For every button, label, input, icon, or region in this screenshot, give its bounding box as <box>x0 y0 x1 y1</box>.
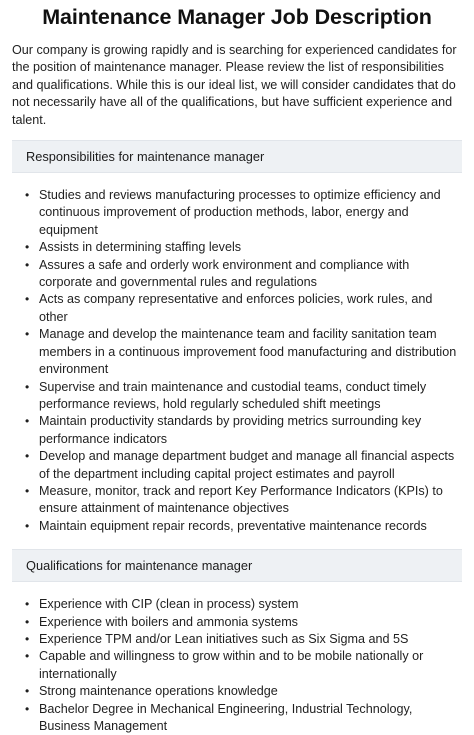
bullet-icon: • <box>25 292 30 307</box>
bullet-icon: • <box>25 684 30 699</box>
list-item <box>25 326 462 378</box>
bullet-icon: • <box>25 483 30 498</box>
bullet-icon: • <box>25 257 30 272</box>
list-item <box>25 448 462 483</box>
list-item <box>25 614 462 631</box>
list-item <box>25 239 462 256</box>
list-item <box>25 518 462 535</box>
bullet-icon: • <box>25 518 30 533</box>
responsibility-text: Manage and develop the maintenance team and facility sanitation team members in a continuous improvement food manufacturing and distribution environment <box>39 327 457 377</box>
responsibility-text: Supervise and train maintenance and custodial teams, conduct timely performance reviews, hold regularly scheduled shift meetings <box>39 379 427 411</box>
bullet-icon: • <box>25 240 30 255</box>
qualification-text: Strong maintenance operations knowledge <box>39 684 278 699</box>
list-item <box>25 483 462 518</box>
qualifications-header: Qualifications for maintenance manager <box>12 549 462 582</box>
bullet-icon: • <box>25 327 30 342</box>
qualification-text: Capable and willingness to grow within and to be mobile nationally or internationally <box>39 649 424 681</box>
list-item <box>25 187 462 239</box>
bullet-icon: • <box>25 614 30 629</box>
list-item <box>25 596 462 613</box>
bullet-icon: • <box>25 449 30 464</box>
responsibility-text: Assures a safe and orderly work environment and compliance with corporate and governmental rules and regulations <box>39 257 410 290</box>
list-item <box>25 291 462 326</box>
responsibility-text: Maintain equipment repair records, preventative maintenance records <box>39 518 427 533</box>
list-item <box>25 631 462 648</box>
qualification-text: Experience TPM and/or Lean initiatives such as Six Sigma and 5S <box>39 631 409 646</box>
responsibility-text: Assists in determining staffing levels <box>39 240 242 255</box>
responsibility-text: Maintain productivity standards by providing metrics surrounding key performance indicators <box>39 414 422 446</box>
qualifications-list <box>12 596 462 735</box>
qualification-text: Bachelor Degree in Mechanical Engineering, Industrial Technology, Business Management <box>39 701 413 733</box>
bullet-icon: • <box>25 597 30 612</box>
bullet-icon: • <box>25 701 30 716</box>
qualification-text: Experience with boilers and ammonia systems <box>39 614 298 629</box>
bullet-icon: • <box>25 379 30 394</box>
list-item <box>25 379 462 414</box>
responsibility-text: Develop and manage department budget and manage all financial aspects of the department including capital project estimates and payroll <box>39 449 455 481</box>
intro-paragraph: Our company is growing rapidly and is searching for experienced candidates for the position of maintenance manager. Please review the list of responsibilities and qualifications. While this is our ideal list, we will consider candidates that do not necessarily have all of the qualifications, but have sufficient experience and talent. <box>12 43 457 127</box>
responsibility-text: Acts as company representative and enforces policies, work rules, and other <box>39 292 433 324</box>
bullet-icon: • <box>25 649 30 664</box>
responsibilities-header: Responsibilities for maintenance manager <box>12 140 462 173</box>
responsibility-text: Measure, monitor, track and report Key Performance Indicators (KPIs) to ensure attainment of maintenance objectives <box>39 483 443 516</box>
responsibility-text: Studies and reviews manufacturing processes to optimize efficiency and continuous improvement of production methods, labor, energy and equipment <box>39 188 441 237</box>
list-item <box>25 648 462 683</box>
qualification-text: Experience with CIP (clean in process) system <box>39 597 299 612</box>
list-item <box>25 701 462 735</box>
list-item <box>25 257 462 292</box>
bullet-icon: • <box>25 631 30 646</box>
bullet-icon: • <box>25 188 30 203</box>
responsibilities-list <box>12 187 462 535</box>
bullet-icon: • <box>25 414 30 429</box>
page-title: Maintenance Manager Job Description <box>42 5 432 29</box>
list-item <box>25 413 462 448</box>
list-item <box>25 683 462 700</box>
